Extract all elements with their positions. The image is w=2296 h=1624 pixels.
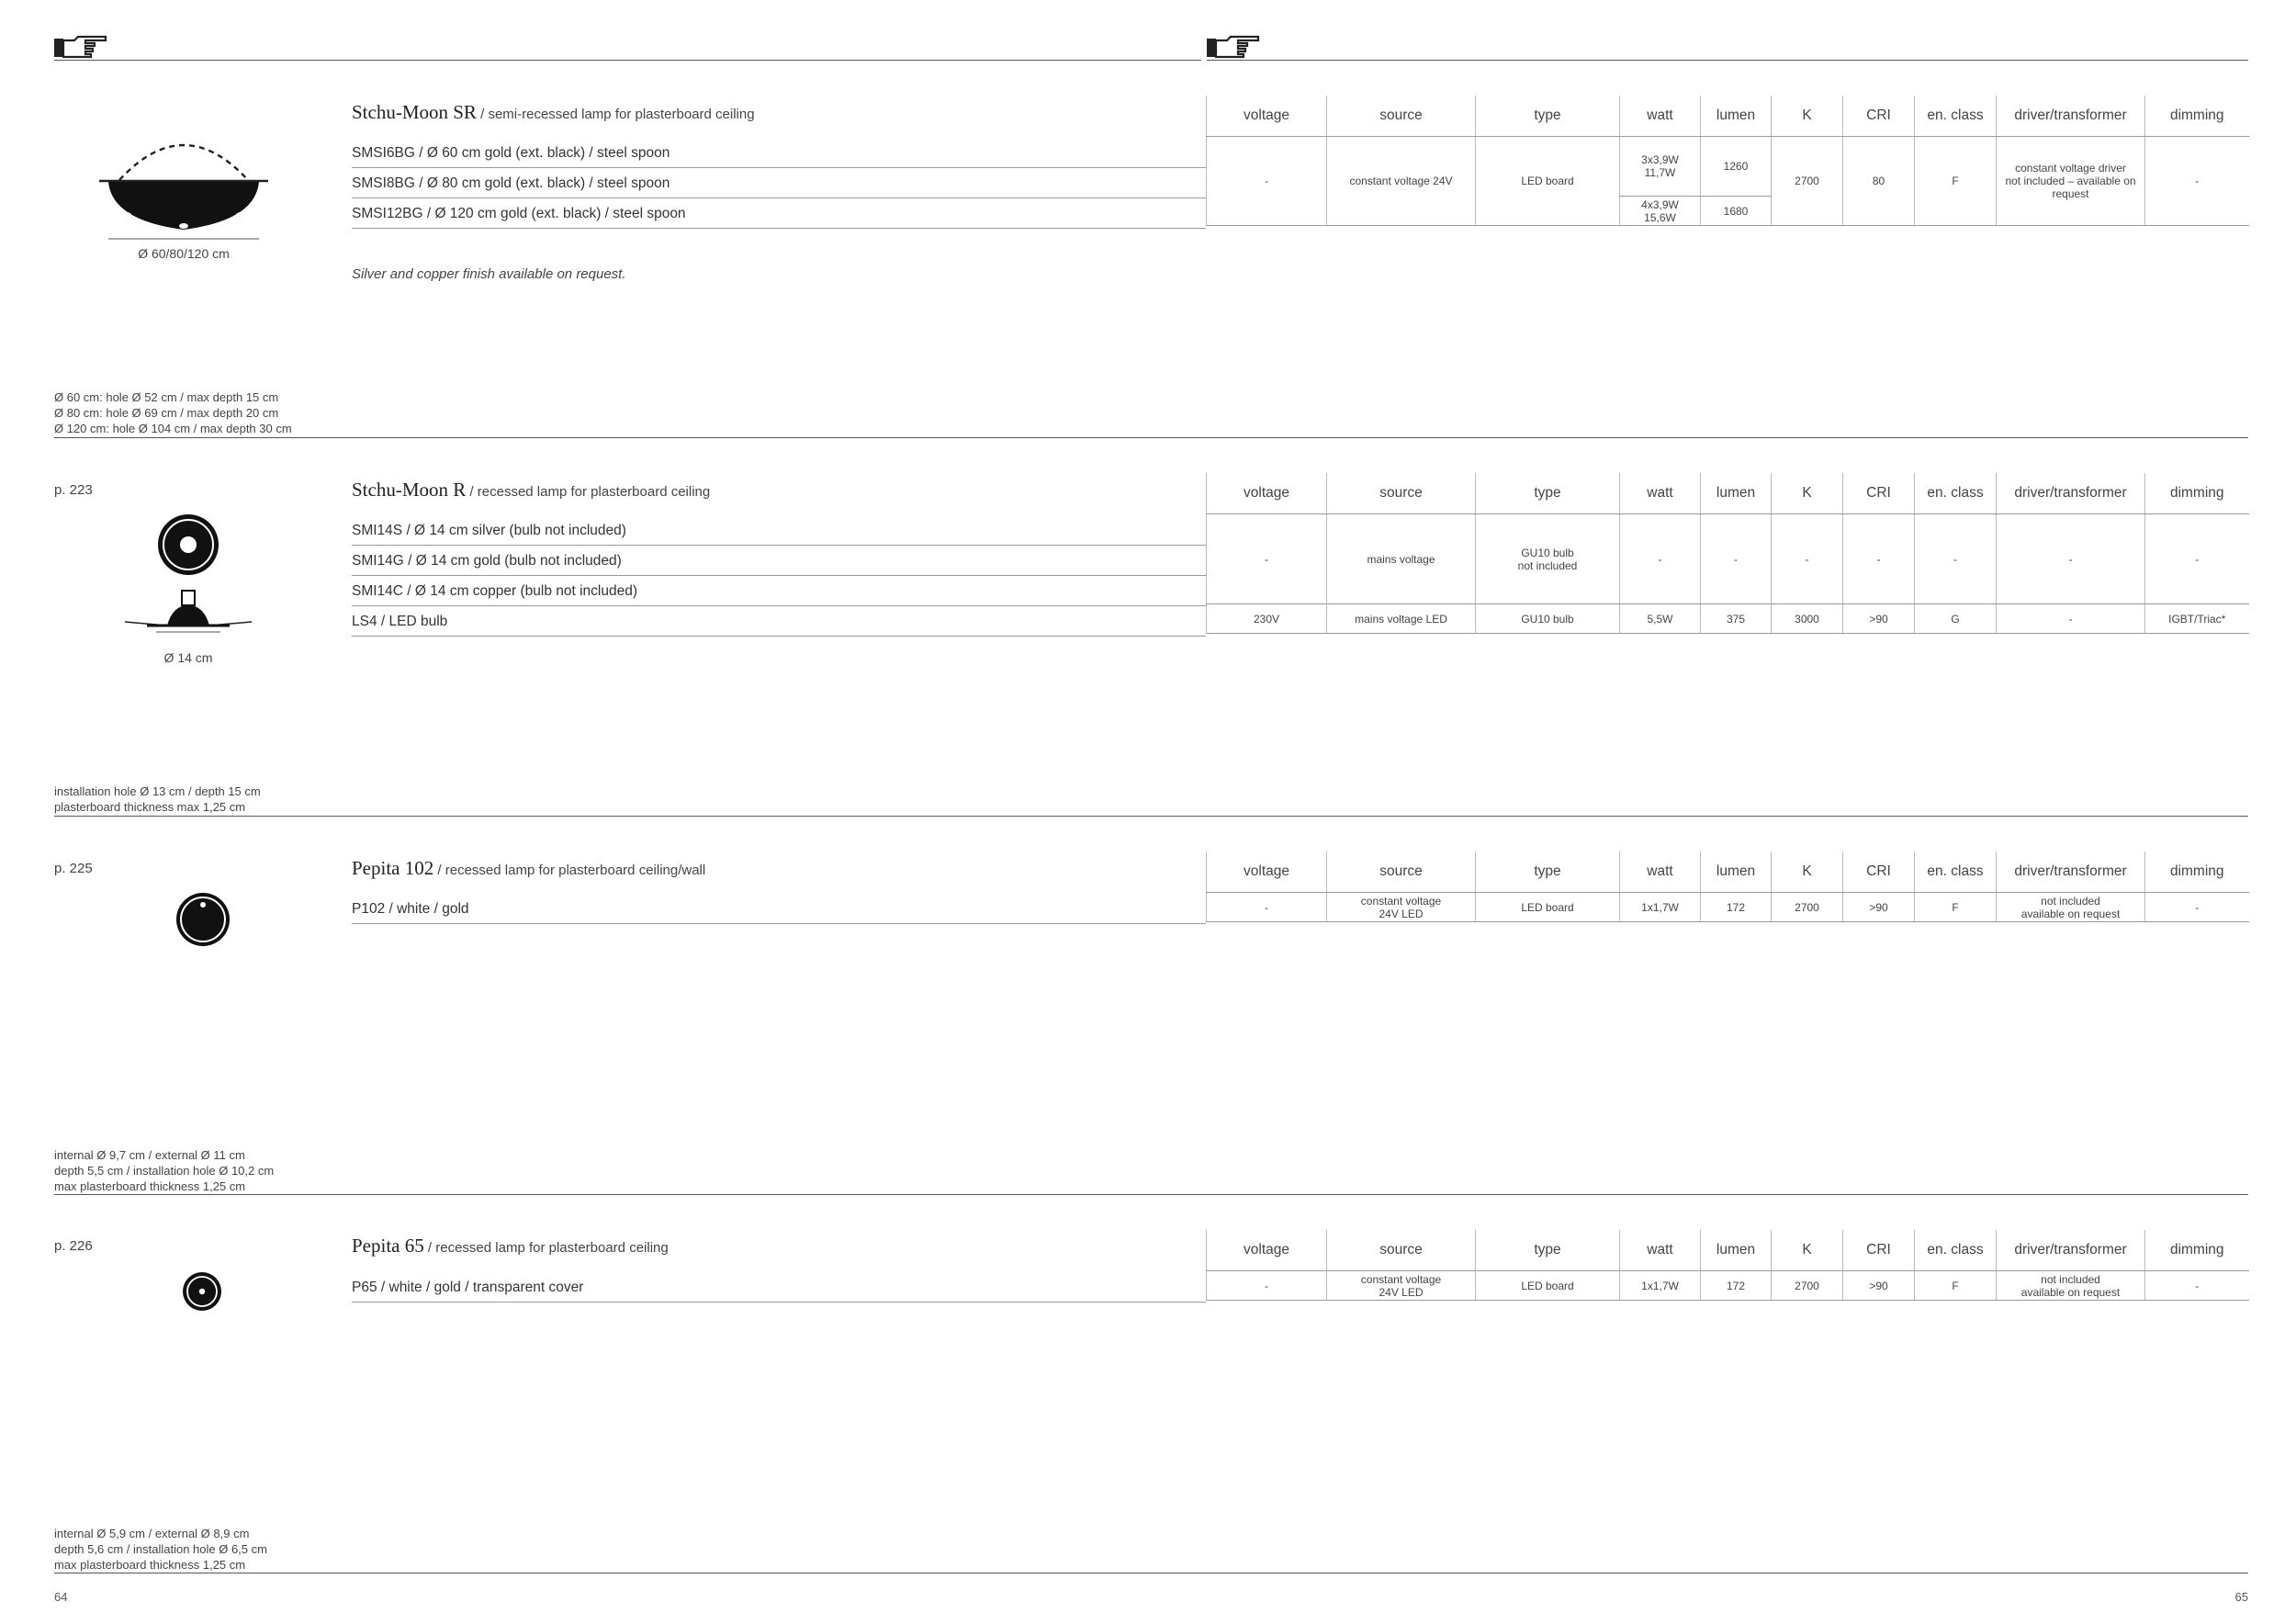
pepita-65-codes (352, 1272, 1206, 1303)
section-divider (54, 437, 2248, 438)
cell-watt: 4x3,9W 15,6W (1620, 197, 1701, 226)
cell-voltage: 230V (1207, 604, 1327, 634)
stchu-moon-sr-size-caption: Ø 60/80/120 cm (138, 246, 230, 261)
cell-driver: not included available on request (1997, 1271, 2145, 1301)
stchu-moon-r-title (352, 479, 710, 502)
stchu-moon-sr-drawing (92, 129, 276, 253)
product-subtitle: / recessed lamp for plasterboard ceiling (466, 484, 711, 500)
cell-en-class: F (1915, 893, 1997, 922)
cell-dimming: - (2145, 514, 2249, 604)
cell-driver: constant voltage driver not included – available on request (1997, 137, 2145, 226)
col-header: watt (1620, 1230, 1701, 1271)
dimension-line: plasterboard thickness max 1,25 cm (54, 800, 246, 814)
dimension-line: depth 5,5 cm / installation hole Ø 10,2 cm (54, 1164, 275, 1178)
cell-type: LED board (1476, 893, 1620, 922)
col-header: en. class (1915, 473, 1997, 514)
col-header: dimming (2145, 473, 2249, 514)
stchu-moon-r-codes (352, 515, 1206, 637)
col-header: lumen (1701, 473, 1772, 514)
cell-driver: not included available on request (1997, 893, 2145, 922)
dimension-line: Ø 80 cm: hole Ø 69 cm / max depth 20 cm (54, 406, 279, 420)
pepita-102-drawing (174, 891, 231, 953)
cell-cri: 80 (1843, 137, 1915, 226)
cell-type: LED board (1476, 1271, 1620, 1301)
col-header: type (1476, 473, 1620, 514)
pepita-102-title (352, 857, 705, 880)
product-code: SMI14C / Ø 14 cm copper (bulb not included) (352, 576, 1206, 606)
cell-type: GU10 bulb (1476, 604, 1620, 634)
pepita-102-codes (352, 894, 1206, 924)
dimension-line: internal Ø 9,7 cm / external Ø 11 cm (54, 1148, 245, 1162)
cell-watt: 1x1,7W (1620, 893, 1701, 922)
col-header: source (1327, 1230, 1476, 1271)
col-header: driver/transformer (1997, 1230, 2145, 1271)
cell-lumen: 1680 (1701, 197, 1772, 226)
cell-watt: 1x1,7W (1620, 1271, 1701, 1301)
cell-cri: - (1843, 514, 1915, 604)
col-header: K (1772, 473, 1843, 514)
cell-k: 3000 (1772, 604, 1843, 634)
col-header: K (1772, 96, 1843, 137)
col-header: en. class (1915, 96, 1997, 137)
cell-source: mains voltage (1327, 514, 1476, 604)
page-reference: p. 225 (54, 861, 93, 876)
product-name: Stchu-Moon R (352, 479, 467, 501)
page-number-left: 64 (54, 1590, 68, 1604)
product-subtitle: / semi-recessed lamp for plasterboard ceiling (476, 107, 755, 122)
cell-k: 2700 (1772, 1271, 1843, 1301)
product-code: LS4 / LED bulb (352, 606, 1206, 637)
page-number-right: 65 (2234, 1590, 2248, 1604)
col-header: CRI (1843, 473, 1915, 514)
product-name: Pepita 65 (352, 1235, 424, 1257)
product-code: SMI14S / Ø 14 cm silver (bulb not included) (352, 515, 1206, 546)
cell-dimming: - (2145, 893, 2249, 922)
product-code: SMSI12BG / Ø 120 cm gold (ext. black) / steel spoon (352, 198, 1206, 229)
col-header: lumen (1701, 851, 1772, 893)
cell-lumen: 1260 (1701, 137, 1772, 197)
cell-type: LED board (1476, 137, 1620, 226)
col-header: watt (1620, 851, 1701, 893)
stchu-moon-sr-dimensions (54, 389, 292, 436)
cell-lumen: 375 (1701, 604, 1772, 634)
pepita-65-spec-table (1206, 1230, 2249, 1301)
col-header: CRI (1843, 96, 1915, 137)
page-reference: p. 226 (54, 1238, 93, 1254)
cell-en-class: G (1915, 604, 1997, 634)
finish-note: Silver and copper finish available on request. (352, 266, 626, 282)
pepita-102-spec-table (1206, 851, 2249, 922)
cell-en-class: F (1915, 137, 1997, 226)
stchu-moon-r-spec-table (1206, 473, 2249, 634)
cell-cri: >90 (1843, 604, 1915, 634)
col-header: CRI (1843, 851, 1915, 893)
cell-watt: 3x3,9W 11,7W (1620, 137, 1701, 197)
dimension-line: max plasterboard thickness 1,25 cm (54, 1558, 246, 1572)
product-code: P65 / white / gold / transparent cover (352, 1272, 1206, 1303)
col-header: driver/transformer (1997, 851, 2145, 893)
col-header: driver/transformer (1997, 96, 2145, 137)
dimension-line: installation hole Ø 13 cm / depth 15 cm (54, 784, 261, 798)
stchu-moon-r-size-caption: Ø 14 cm (163, 650, 213, 665)
dimension-line: max plasterboard thickness 1,25 cm (54, 1179, 246, 1193)
product-code: SMSI8BG / Ø 80 cm gold (ext. black) / steel spoon (352, 168, 1206, 198)
product-code: SMI14G / Ø 14 cm gold (bulb not included) (352, 546, 1206, 576)
header-rule-right (1207, 60, 2248, 61)
cell-voltage: - (1207, 1271, 1327, 1301)
col-header: source (1327, 851, 1476, 893)
col-header: lumen (1701, 1230, 1772, 1271)
product-code: P102 / white / gold (352, 894, 1206, 924)
cell-type: GU10 bulb not included (1476, 514, 1620, 604)
pepita-102-dimensions (54, 1147, 274, 1194)
col-header: watt (1620, 96, 1701, 137)
dimension-line: Ø 120 cm: hole Ø 104 cm / max depth 30 cm (54, 422, 292, 435)
col-header: type (1476, 96, 1620, 137)
cell-k: - (1772, 514, 1843, 604)
stchu-moon-r-dimensions (54, 784, 261, 815)
col-header: source (1327, 96, 1476, 137)
product-subtitle: / recessed lamp for plasterboard ceiling (423, 1240, 669, 1256)
col-header: dimming (2145, 1230, 2249, 1271)
cell-source: constant voltage 24V (1327, 137, 1476, 226)
cell-lumen: 172 (1701, 893, 1772, 922)
cell-en-class: - (1915, 514, 1997, 604)
cell-source: constant voltage 24V LED (1327, 1271, 1476, 1301)
cell-voltage: - (1207, 893, 1327, 922)
col-header: voltage (1207, 96, 1327, 137)
section-divider (54, 1194, 2248, 1195)
col-header: voltage (1207, 1230, 1327, 1271)
product-subtitle: / recessed lamp for plasterboard ceiling/wall (433, 863, 706, 878)
col-header: watt (1620, 473, 1701, 514)
col-header: voltage (1207, 851, 1327, 893)
dimension-line: Ø 60 cm: hole Ø 52 cm / max depth 15 cm (54, 390, 279, 404)
col-header: en. class (1915, 1230, 1997, 1271)
cell-voltage: - (1207, 137, 1327, 226)
col-header: K (1772, 851, 1843, 893)
pepita-65-title (352, 1235, 669, 1257)
col-header: type (1476, 1230, 1620, 1271)
col-header: driver/transformer (1997, 473, 2145, 514)
cell-watt: - (1620, 514, 1701, 604)
col-header: K (1772, 1230, 1843, 1271)
product-code: SMSI6BG / Ø 60 cm gold (ext. black) / steel spoon (352, 138, 1206, 168)
cell-dimming: IGBT/Triac* (2145, 604, 2249, 634)
product-name: Stchu-Moon SR (352, 101, 477, 123)
col-header: en. class (1915, 851, 1997, 893)
section-divider (54, 816, 2248, 817)
stchu-moon-sr-codes (352, 138, 1206, 229)
stchu-moon-sr-spec-table (1206, 96, 2249, 226)
dimension-line: depth 5,6 cm / installation hole Ø 6,5 cm (54, 1542, 267, 1556)
cell-voltage: - (1207, 514, 1327, 604)
cell-lumen: 172 (1701, 1271, 1772, 1301)
cell-source: mains voltage LED (1327, 604, 1476, 634)
col-header: type (1476, 851, 1620, 893)
cell-cri: >90 (1843, 1271, 1915, 1301)
pepita-65-dimensions (54, 1526, 267, 1573)
pepita-65-drawing (182, 1271, 222, 1316)
cell-k: 2700 (1772, 137, 1843, 226)
cell-k: 2700 (1772, 893, 1843, 922)
cell-lumen: - (1701, 514, 1772, 604)
cell-dimming: - (2145, 1271, 2249, 1301)
cell-watt: 5,5W (1620, 604, 1701, 634)
cell-dimming: - (2145, 137, 2249, 226)
col-header: lumen (1701, 96, 1772, 137)
col-header: source (1327, 473, 1476, 514)
col-header: dimming (2145, 96, 2249, 137)
cell-en-class: F (1915, 1271, 1997, 1301)
cell-source: constant voltage 24V LED (1327, 893, 1476, 922)
header-rule-left (54, 60, 1201, 61)
col-header: voltage (1207, 473, 1327, 514)
cell-driver: - (1997, 514, 2145, 604)
cell-driver: - (1997, 604, 2145, 634)
dimension-line: internal Ø 5,9 cm / external Ø 8,9 cm (54, 1527, 250, 1540)
product-name: Pepita 102 (352, 857, 434, 879)
col-header: dimming (2145, 851, 2249, 893)
stchu-moon-r-drawing (119, 510, 257, 652)
col-header: CRI (1843, 1230, 1915, 1271)
stchu-moon-sr-title (352, 101, 755, 124)
page-reference: p. 223 (54, 482, 93, 498)
cell-cri: >90 (1843, 893, 1915, 922)
